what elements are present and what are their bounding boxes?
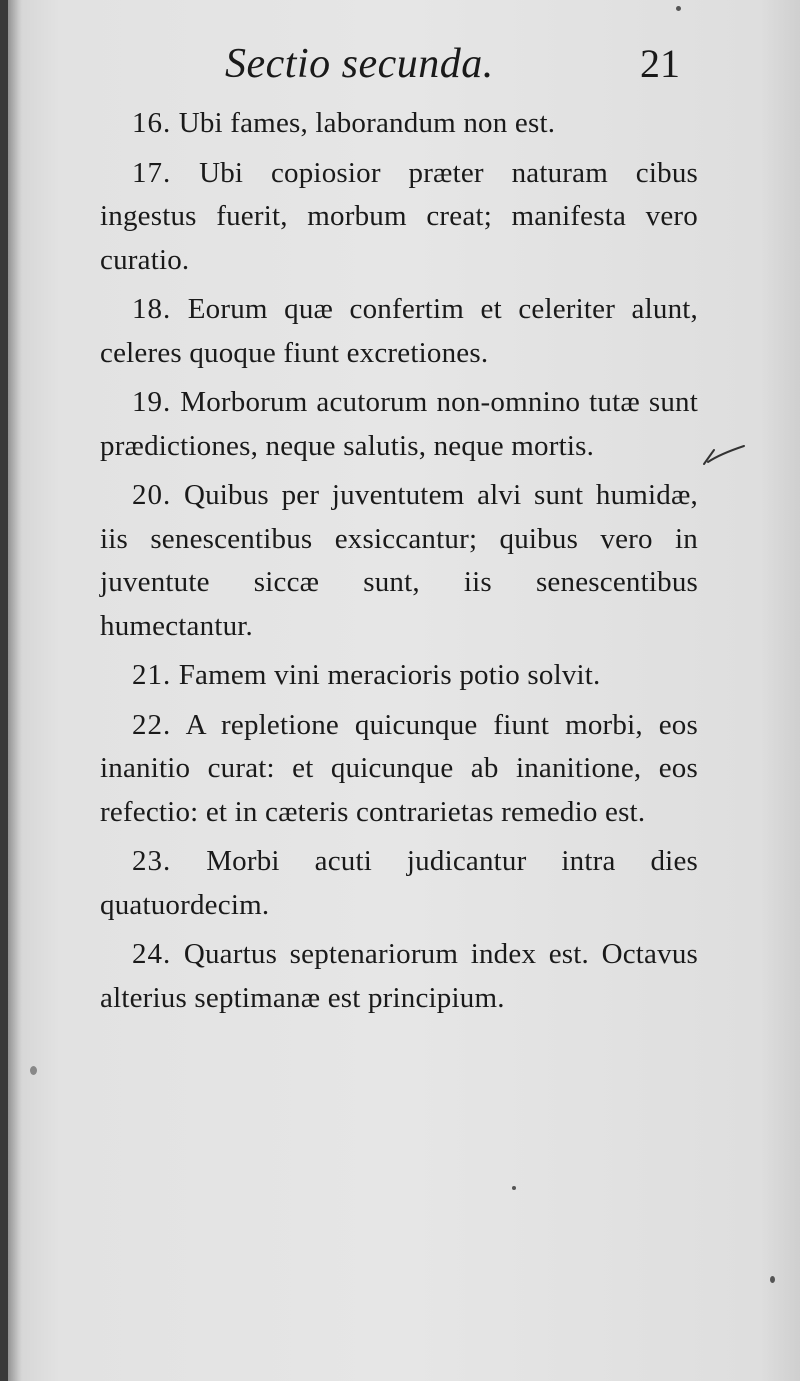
spine-shadow — [8, 0, 22, 1381]
running-title: Sectio secunda. — [225, 41, 494, 87]
aphorism-text: Eorum quæ confertim et celeriter alunt, celeres quoque fiunt excretiones. — [100, 293, 698, 369]
handwritten-margin-mark — [700, 440, 750, 470]
aphorism-16 — [100, 102, 698, 146]
aphorism-number: 20. — [132, 479, 172, 511]
aphorism-24 — [100, 933, 698, 1020]
aphorism-20 — [100, 474, 698, 648]
aphorism-23 — [100, 840, 698, 927]
paper-speck — [676, 6, 681, 11]
aphorism-text: Morborum acutorum non-omnino tutæ sunt prædictiones, neque salutis, neque mortis. — [100, 386, 699, 462]
aphorism-text: Quibus per juventutem alvi sunt humidæ, iis senescentibus exsiccantur; quibus vero in juventute siccæ sunt, iis senescentibus humectantur. — [100, 479, 698, 642]
aphorism-number: 21. — [132, 659, 172, 691]
paper-speck — [770, 1276, 775, 1283]
aphorism-number: 24. — [132, 938, 172, 970]
aphorism-19 — [100, 381, 698, 468]
aphorism-number: 22. — [132, 708, 172, 741]
aphorism-text: Quartus septenariorum index est. Octavus alterius septimanæ est principium. — [100, 938, 699, 1014]
aphorism-text: Ubi copiosior præter naturam cibus ingestus fuerit, morbum creat; manifesta vero curatio. — [100, 156, 699, 276]
aphorism-number: 16. — [132, 107, 172, 139]
aphorism-number: 23. — [132, 845, 172, 877]
aphorism-21 — [100, 654, 698, 698]
aphorism-22 — [100, 704, 698, 835]
aphorism-text: Ubi fames, laborandum non est. — [178, 107, 556, 139]
aphorism-18 — [100, 288, 698, 375]
aphorism-number: 18. — [132, 293, 172, 325]
aphorism-number: 17. — [132, 156, 172, 189]
page-header — [0, 40, 800, 100]
aphorism-text: Morbi acuti judicantur intra dies quatuordecim. — [100, 845, 698, 921]
paper-speck — [512, 1186, 516, 1190]
aphorism-text: A repletione quicunque fiunt morbi, eos inanitio curat: et quicunque ab inanitione, eos refectio: et in cæteris contrarietas remedio est. — [100, 708, 698, 828]
book-spine — [0, 0, 8, 1381]
aphorism-list — [100, 102, 698, 1026]
aphorism-text: Famem vini meracioris potio solvit. — [178, 659, 601, 691]
paper-speck — [30, 1066, 37, 1075]
page-number: 21 — [640, 41, 680, 86]
aphorism-17 — [100, 152, 698, 283]
aphorism-number: 19. — [132, 386, 172, 418]
